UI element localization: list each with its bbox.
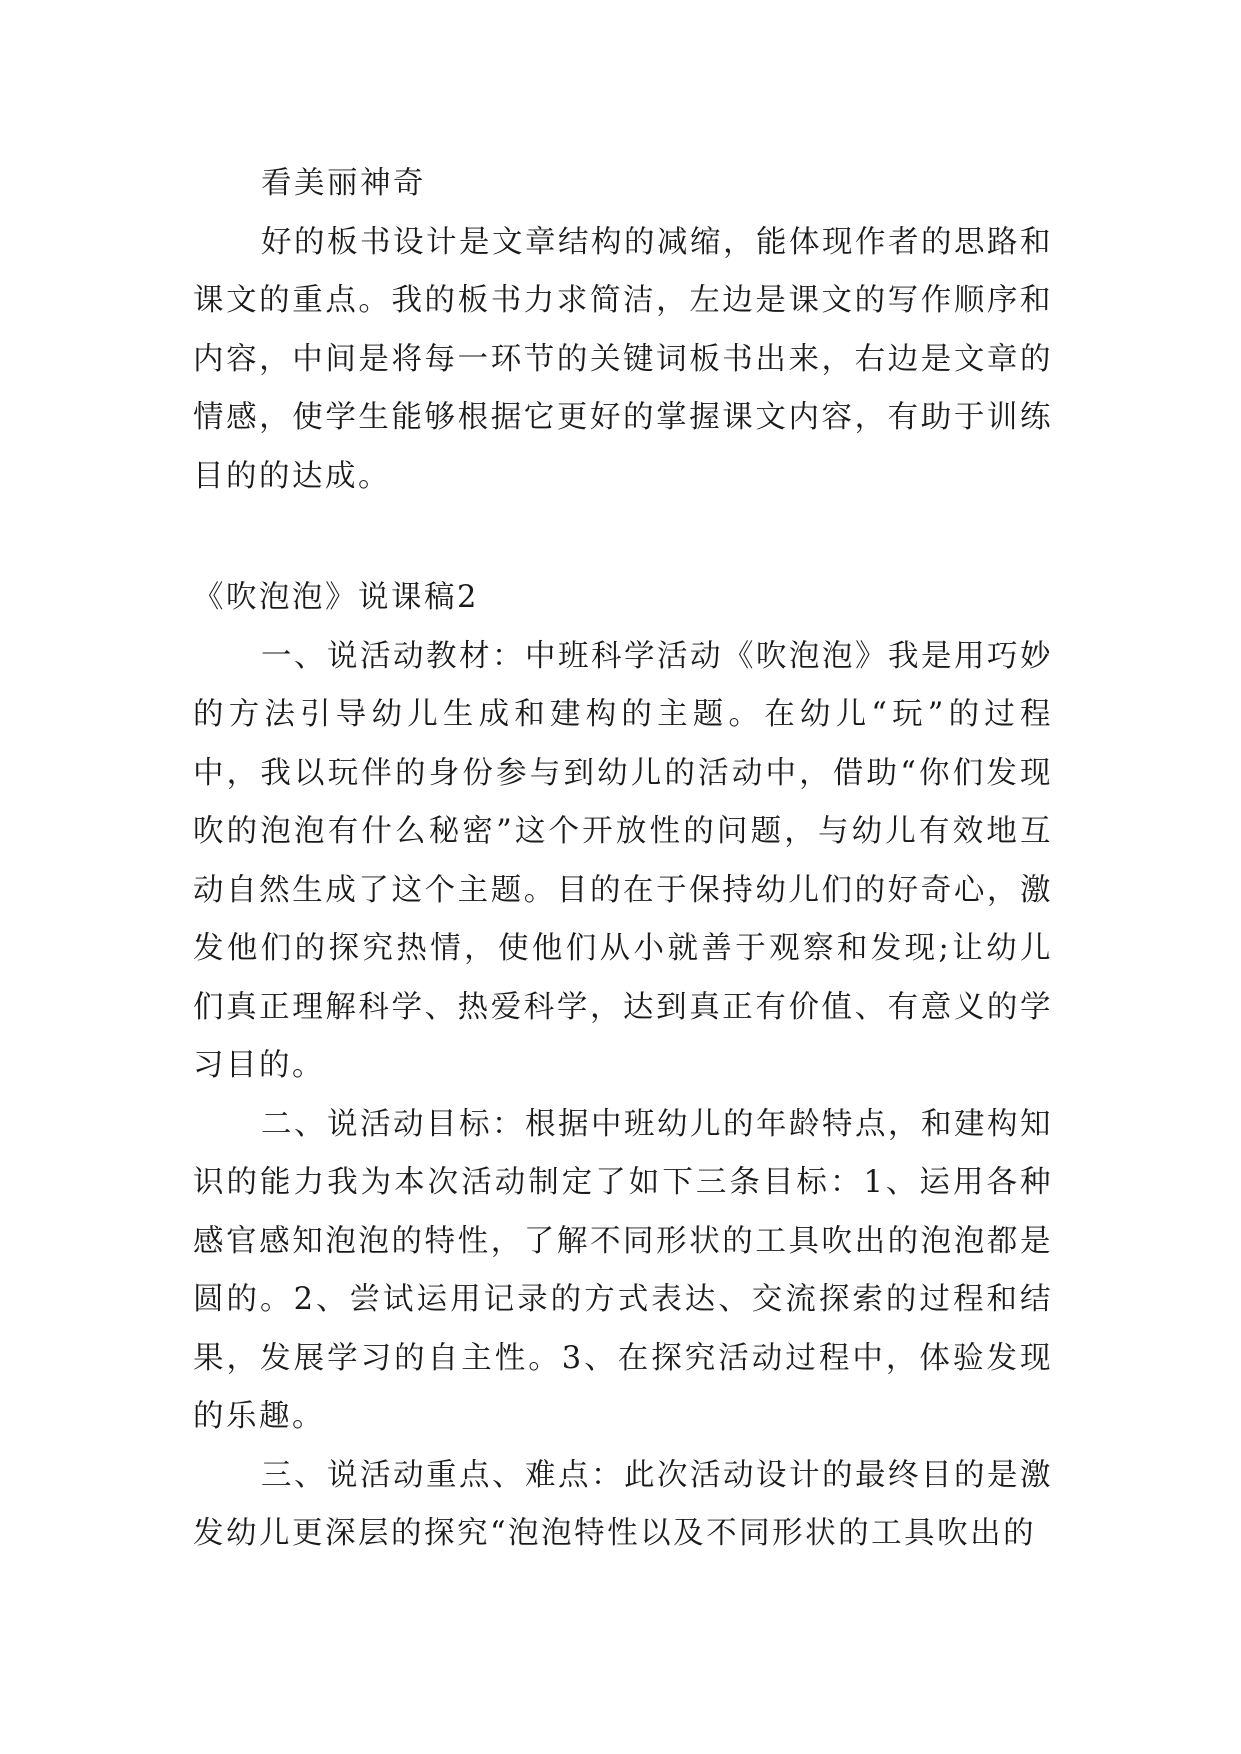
document-body xyxy=(193,155,1053,1564)
paragraph: 二、说活动目标：根据中班幼儿的年龄特点，和建构知识的能力我为本次活动制定了如下三条目标：1、运用各种感官感知泡泡的特性，了解不同形状的工具吹出的泡泡都是圆的。2、尝试运用记录的方式表达、交流探索的过程和结果，发展学习的自主性。3、在探究活动过程中，体验发现的乐趣。 xyxy=(193,1106,1053,1434)
section-title: 《吹泡泡》说课稿2 xyxy=(193,580,479,615)
paragraph: 一、说活动教材：中班科学活动《吹泡泡》我是用巧妙的方法引导幼儿生成和建构的主题。在幼儿“玩”的过程中，我以玩伴的身份参与到幼儿的活动中，借助“你们发现吹的泡泡有什么秘密”这个开放性的问题，与幼儿有效地互动自然生成了这个主题。目的在于保持幼儿们的好奇心，激发他们的探究热情，使他们从小就善于观察和发现;让幼儿们真正理解科学、热爱科学，达到真正有价值、有意义的学习目的。 xyxy=(193,638,1053,1083)
paragraph: 好的板书设计是文章结构的减缩，能体现作者的思路和课文的重点。我的板书力求简洁，左边是课文的写作顺序和内容，中间是将每一环节的关键词板书出来，右边是文章的情感，使学生能够根据它更好的掌握课文内容，有助于训练目的的达成。 xyxy=(193,224,1053,494)
paragraph: 三、说活动重点、难点：此次活动设计的最终目的是激发幼儿更深层的探究“泡泡特性以及不同形状的工具吹出的 xyxy=(193,1457,1053,1551)
section-spacer xyxy=(193,506,1053,569)
paragraph: 看美丽神奇 xyxy=(261,166,426,201)
